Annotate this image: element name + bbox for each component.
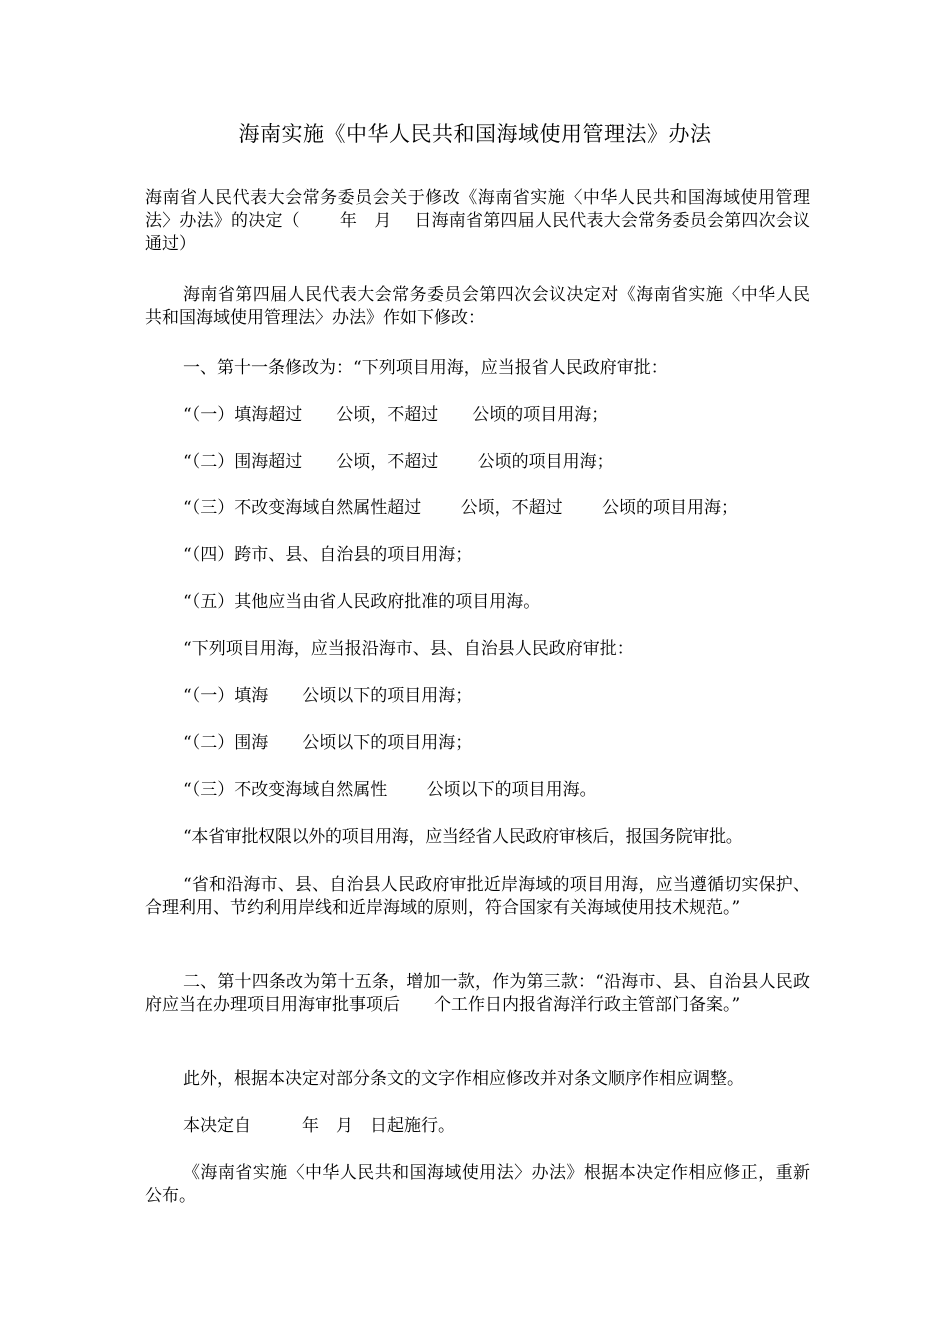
paragraph-local-1: “（一）填海 公顷以下的项目用海； (183, 686, 473, 706)
paragraph-state-council: “本省审批权限以外的项目用海，应当经省人民政府审核后，报国务院审批。 (183, 827, 743, 847)
paragraph-local-approval: “下列项目用海，应当报沿海市、县、自治县人民政府审批： (183, 639, 634, 659)
paragraph-intro: 海南省第四届人民代表大会常务委员会第四次会议决定对《海南省实施〈中华人民共和国海域使用管理法〉办法》作如下修改： (145, 285, 810, 328)
paragraph-item-1-2: “（二）围海超过 公顷，不超过 公顷的项目用海； (183, 452, 614, 472)
paragraph-republish: 《海南省实施〈中华人民共和国海域使用法〉办法》根据本决定作相应修正，重新公布。 (145, 1163, 810, 1206)
paragraph-item-1-1: “（一）填海超过 公顷，不超过 公顷的项目用海； (183, 405, 609, 425)
paragraph-nearshore: “省和沿海市、县、自治县人民政府审批近岸海域的项目用海，应当遵循切实保护、合理利用、节约利用岸线和近岸海域的原则，符合国家有关海域使用技术规范。” (145, 875, 810, 918)
paragraph-effective-date: 本决定自 年 月 日起施行。 (183, 1116, 455, 1136)
paragraph-item-2: 二、第十四条改为第十五条，增加一款，作为第三款：“沿海市、县、自治县人民政府应当在办理项目用海审批事项后 个工作日内报省海洋行政主管部门备案。” (145, 972, 810, 1015)
paragraph-local-3: “（三）不改变海域自然属性 公顷以下的项目用海。 (183, 780, 597, 800)
paragraph-item-1-4: “（四）跨市、县、自治县的项目用海； (183, 545, 473, 565)
paragraph-local-2: “（二）围海 公顷以下的项目用海； (183, 733, 473, 753)
paragraph-item-1-3: “（三）不改变海域自然属性超过 公顷，不超过 公顷的项目用海； (183, 498, 738, 518)
paragraph-additional: 此外，根据本决定对部分条文的文字作相应修改并对条文顺序作相应调整。 (183, 1069, 744, 1089)
paragraph-item-1-5: “（五）其他应当由省人民政府批准的项目用海。 (183, 592, 541, 612)
document-title: 海南实施《中华人民共和国海域使用管理法》办法 (238, 122, 712, 146)
paragraph-item-1: 一、第十一条修改为：“下列项目用海，应当报省人民政府审批： (183, 358, 668, 378)
preamble-paragraph: 海南省人民代表大会常务委员会关于修改《海南省实施〈中华人民共和国海域使用管理法〉办法》的决定（ 年 月 日海南省第四届人民代表大会常务委员会第四次会议通过） (145, 188, 810, 254)
